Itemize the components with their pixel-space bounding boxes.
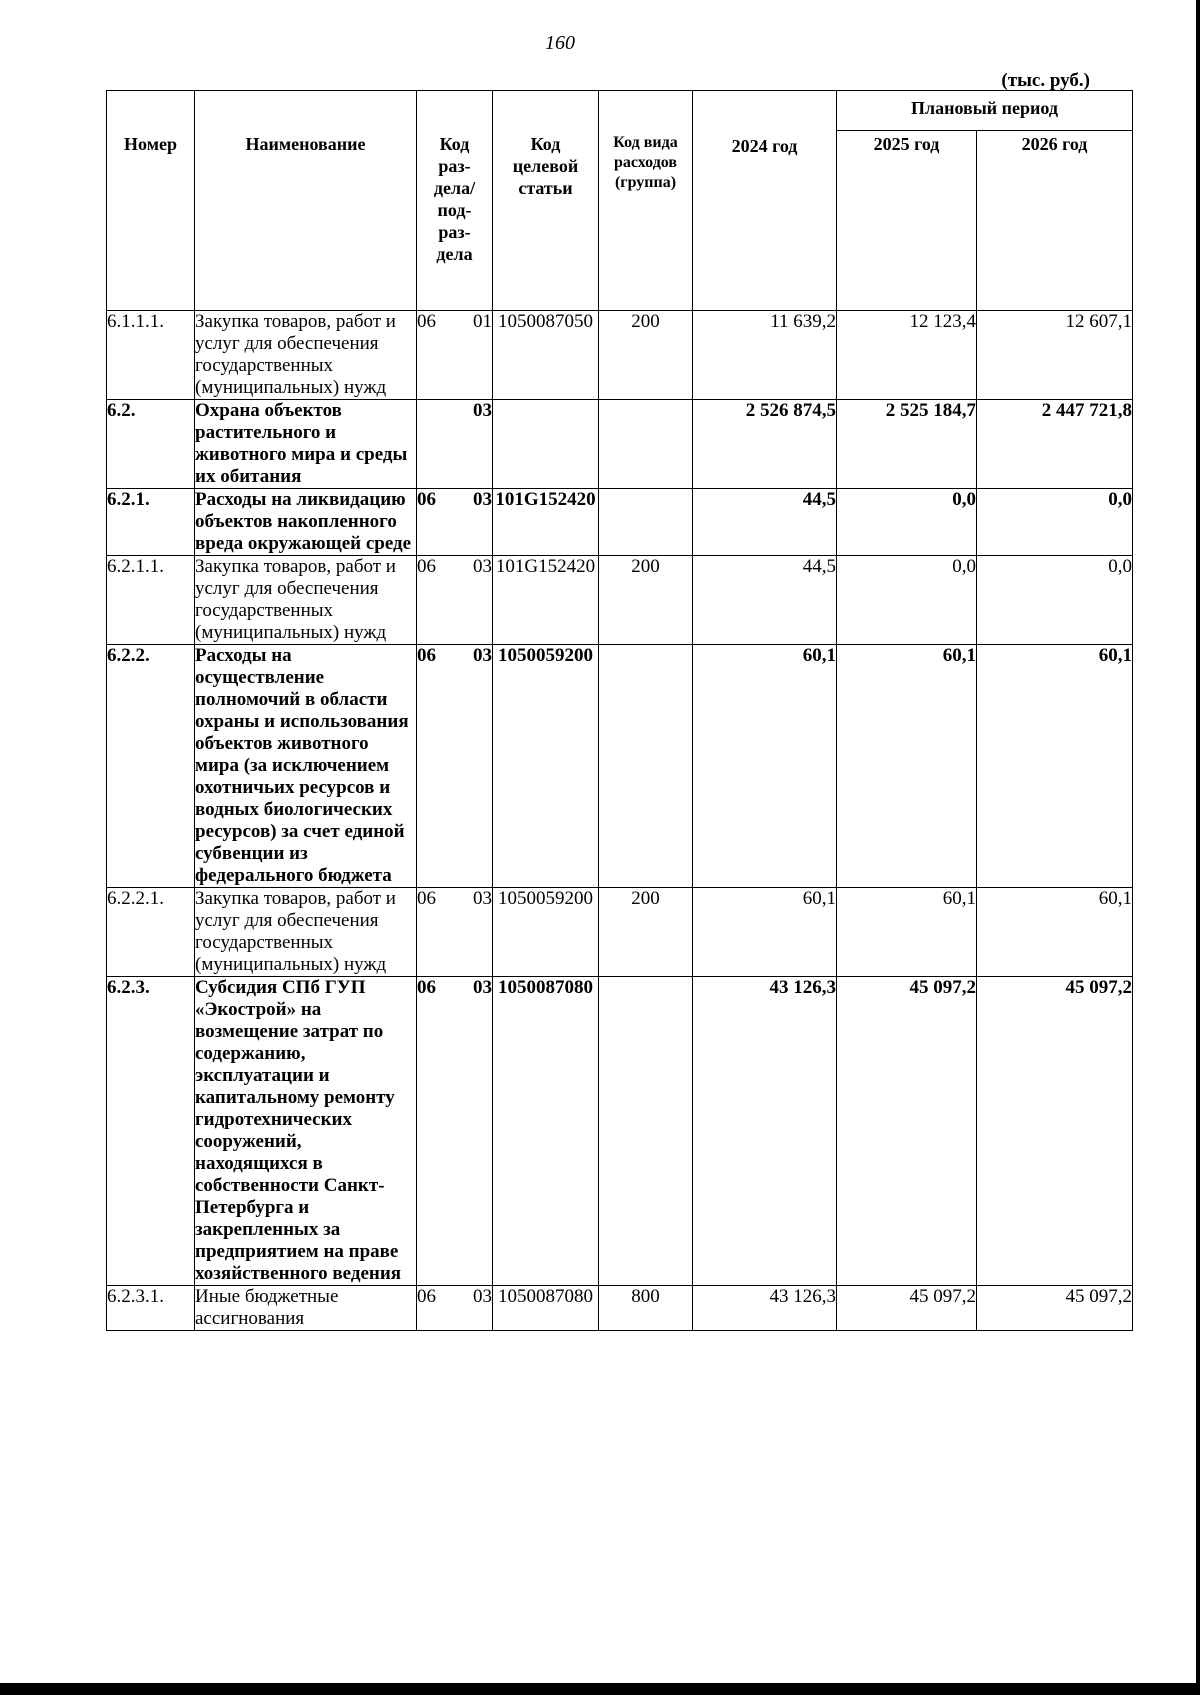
row-name: Расходы на осуществление полномочий в области охраны и использования объектов животного мира (за исключением охотничьих ресурсов и водных биологических ресурсов) за счет единой субвенции из федерального бюджета bbox=[195, 645, 417, 888]
row-value-2024: 43 126,3 bbox=[693, 1286, 837, 1331]
row-value-2024: 44,5 bbox=[693, 489, 837, 556]
row-number: 6.2.2.1. bbox=[107, 888, 195, 977]
row-target-code: 1050059200 bbox=[493, 645, 599, 888]
row-number: 6.1.1.1. bbox=[107, 311, 195, 400]
row-expense-type: 200 bbox=[599, 311, 693, 400]
row-target-code: 1050087080 bbox=[493, 977, 599, 1286]
table-row bbox=[107, 1286, 1133, 1331]
row-value-2025: 0,0 bbox=[837, 556, 977, 645]
header-section-code: Код раз- дела/ под- раз- дела bbox=[417, 91, 493, 311]
row-subsection-code: 03 bbox=[473, 400, 492, 421]
row-value-2025: 12 123,4 bbox=[837, 311, 977, 400]
row-expense-type: 800 bbox=[599, 1286, 693, 1331]
row-section-code: 06 bbox=[417, 311, 436, 332]
row-subsection-code: 01 bbox=[473, 311, 492, 332]
row-expense-type: 200 bbox=[599, 888, 693, 977]
row-section bbox=[417, 977, 493, 1286]
row-target-code: 101G152420 bbox=[493, 489, 599, 556]
header-target-code: Код целевой статьи bbox=[493, 91, 599, 311]
row-section-code: 06 bbox=[417, 645, 436, 666]
units-label: (тыс. руб.) bbox=[1001, 70, 1090, 91]
row-value-2024: 2 526 874,5 bbox=[693, 400, 837, 489]
row-number: 6.2. bbox=[107, 400, 195, 489]
row-name: Закупка товаров, работ и услуг для обеспечения государственных (муниципальных) нужд bbox=[195, 888, 417, 977]
row-value-2024: 11 639,2 bbox=[693, 311, 837, 400]
row-name: Охрана объектов растительного и животного мира и среды их обитания bbox=[195, 400, 417, 489]
row-target-code bbox=[493, 400, 599, 489]
row-subsection-code: 03 bbox=[473, 888, 492, 909]
header-number: Номер bbox=[107, 91, 195, 311]
row-expense-type: 200 bbox=[599, 556, 693, 645]
row-value-2025: 60,1 bbox=[837, 888, 977, 977]
row-expense-type bbox=[599, 977, 693, 1286]
row-name: Субсидия СПб ГУП «Экострой» на возмещение затрат по содержанию, эксплуатации и капитальному ремонту гидротехнических сооружений, находящихся в собственности Санкт-Петербурга и закрепленных за предприятием на праве хозяйственного ведения bbox=[195, 977, 417, 1286]
row-name: Расходы на ликвидацию объектов накопленного вреда окружающей среде bbox=[195, 489, 417, 556]
row-section-code: 06 bbox=[417, 556, 436, 577]
row-section bbox=[417, 400, 493, 489]
row-value-2026: 60,1 bbox=[977, 645, 1133, 888]
row-number: 6.2.3.1. bbox=[107, 1286, 195, 1331]
header-year-2025: 2025 год bbox=[837, 131, 977, 311]
row-section bbox=[417, 645, 493, 888]
budget-table bbox=[106, 90, 1133, 1331]
row-value-2026: 0,0 bbox=[977, 489, 1133, 556]
row-value-2024: 44,5 bbox=[693, 556, 837, 645]
row-value-2024: 60,1 bbox=[693, 888, 837, 977]
row-value-2026: 60,1 bbox=[977, 888, 1133, 977]
row-section-code: 06 bbox=[417, 977, 436, 998]
row-subsection-code: 03 bbox=[473, 977, 492, 998]
row-number: 6.2.1. bbox=[107, 489, 195, 556]
row-value-2025: 45 097,2 bbox=[837, 1286, 977, 1331]
header-expense-type: Код вида расходов (группа) bbox=[599, 91, 693, 311]
row-target-code: 101G152420 bbox=[493, 556, 599, 645]
row-subsection-code: 03 bbox=[473, 645, 492, 666]
row-number: 6.2.2. bbox=[107, 645, 195, 888]
row-number: 6.2.1.1. bbox=[107, 556, 195, 645]
row-section bbox=[417, 1286, 493, 1331]
row-expense-type bbox=[599, 400, 693, 489]
row-name: Закупка товаров, работ и услуг для обеспечения государственных (муниципальных) нужд bbox=[195, 311, 417, 400]
row-target-code: 1050087080 bbox=[493, 1286, 599, 1331]
row-value-2025: 2 525 184,7 bbox=[837, 400, 977, 489]
table-row bbox=[107, 556, 1133, 645]
header-planning-period: Плановый период bbox=[837, 91, 1133, 131]
row-value-2026: 45 097,2 bbox=[977, 977, 1133, 1286]
row-target-code: 1050087050 bbox=[493, 311, 599, 400]
row-section bbox=[417, 311, 493, 400]
row-section bbox=[417, 489, 493, 556]
table-row bbox=[107, 977, 1133, 1286]
row-value-2025: 0,0 bbox=[837, 489, 977, 556]
row-value-2025: 60,1 bbox=[837, 645, 977, 888]
row-value-2024: 43 126,3 bbox=[693, 977, 837, 1286]
table-row bbox=[107, 888, 1133, 977]
row-expense-type bbox=[599, 489, 693, 556]
table-row bbox=[107, 489, 1133, 556]
row-value-2025: 45 097,2 bbox=[837, 977, 977, 1286]
header-year-2026: 2026 год bbox=[977, 131, 1133, 311]
row-value-2026: 45 097,2 bbox=[977, 1286, 1133, 1331]
table-row bbox=[107, 400, 1133, 489]
page-number: 160 bbox=[545, 32, 575, 54]
header-year-2024: 2024 год bbox=[693, 91, 837, 311]
row-subsection-code: 03 bbox=[473, 556, 492, 577]
row-name: Иные бюджетные ассигнования bbox=[195, 1286, 417, 1331]
row-name: Закупка товаров, работ и услуг для обеспечения государственных (муниципальных) нужд bbox=[195, 556, 417, 645]
row-value-2024: 60,1 bbox=[693, 645, 837, 888]
row-section-code: 06 bbox=[417, 489, 436, 510]
row-section bbox=[417, 888, 493, 977]
table-row bbox=[107, 311, 1133, 400]
row-section bbox=[417, 556, 493, 645]
row-subsection-code: 03 bbox=[473, 489, 492, 510]
row-target-code: 1050059200 bbox=[493, 888, 599, 977]
row-section-code: 06 bbox=[417, 1286, 436, 1307]
row-value-2026: 0,0 bbox=[977, 556, 1133, 645]
row-subsection-code: 03 bbox=[473, 1286, 492, 1307]
row-value-2026: 12 607,1 bbox=[977, 311, 1133, 400]
scan-edge-right bbox=[1196, 0, 1200, 1695]
row-number: 6.2.3. bbox=[107, 977, 195, 1286]
row-expense-type bbox=[599, 645, 693, 888]
table-row bbox=[107, 645, 1133, 888]
row-section-code: 06 bbox=[417, 888, 436, 909]
scan-edge-bottom bbox=[0, 1683, 1200, 1695]
header-name: Наименование bbox=[195, 91, 417, 311]
row-value-2026: 2 447 721,8 bbox=[977, 400, 1133, 489]
